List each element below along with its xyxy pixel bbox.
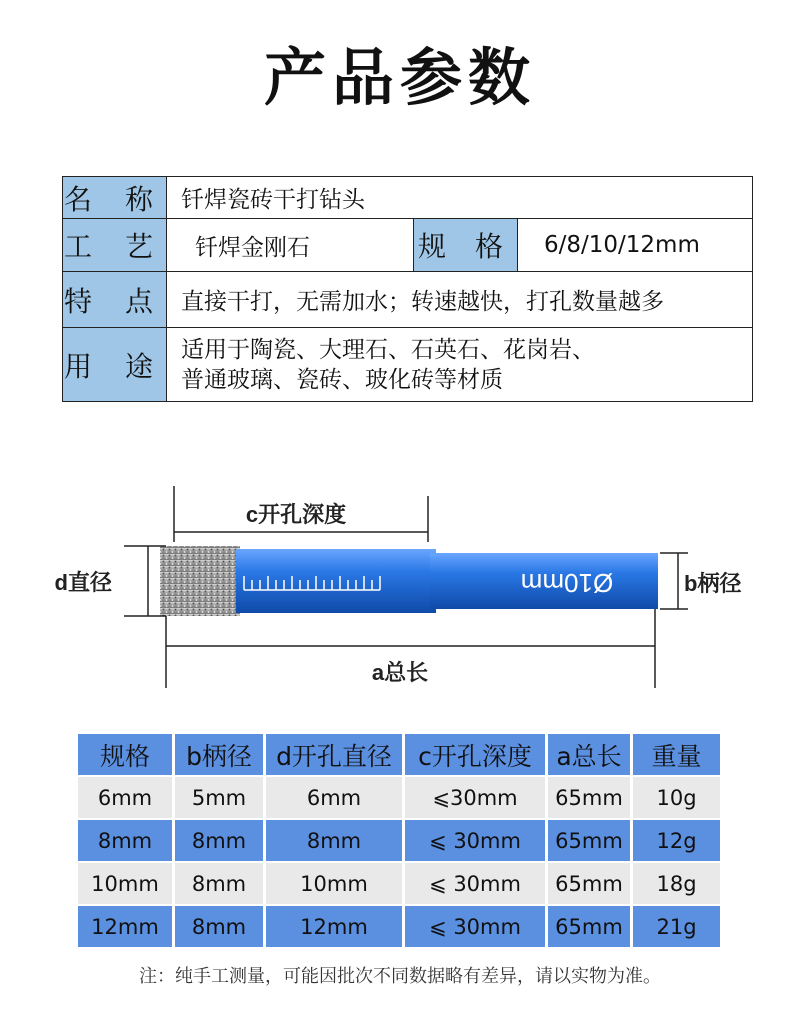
header-hole-depth: c开孔深度 xyxy=(405,734,548,775)
cell-total-length: 65mm xyxy=(548,861,633,904)
header-shank: b柄径 xyxy=(175,734,266,775)
size-value: 6/8/10/12mm xyxy=(518,219,753,272)
craft-value: 钎焊金刚石 xyxy=(167,219,414,272)
use-label: 用 途 xyxy=(63,328,167,402)
cell-spec: 10mm xyxy=(78,861,175,904)
use-line-2: 普通玻璃、瓷砖、玻化砖等材质 xyxy=(181,366,503,393)
cell-weight: 18g xyxy=(633,861,720,904)
cell-total-length: 65mm xyxy=(548,818,633,861)
disclaimer-note: 注：纯手工测量，可能因批次不同数据略有差异，请以实物为准。 xyxy=(139,966,661,987)
drill-diagram xyxy=(0,470,800,700)
a-length-label: a总长 xyxy=(371,660,429,685)
header-total-length: a总长 xyxy=(548,734,633,775)
page-title: 产品参数 xyxy=(263,41,536,114)
use-value xyxy=(167,328,753,402)
c-depth-label: c开孔深度 xyxy=(245,502,347,527)
cell-spec: 6mm xyxy=(78,775,175,818)
cell-hole-diameter: 6mm xyxy=(266,775,405,818)
cell-shank: 5mm xyxy=(175,775,266,818)
craft-label: 工 艺 xyxy=(63,219,167,272)
table-row xyxy=(78,861,720,904)
cell-hole-diameter: 12mm xyxy=(266,904,405,947)
diamond-tip xyxy=(160,546,240,616)
cell-hole-depth: ⩽ 30mm xyxy=(405,861,548,904)
cell-weight: 12g xyxy=(633,818,720,861)
size-label: 规 格 xyxy=(414,219,518,272)
table-row xyxy=(78,818,720,861)
size-table xyxy=(78,734,720,947)
feature-value: 直接干打，无需加水；转速越快，打孔数量越多 xyxy=(167,272,753,328)
cell-shank: 8mm xyxy=(175,861,266,904)
shank-marking: Ø10mm xyxy=(520,568,614,599)
use-line-1: 适用于陶瓷、大理石、石英石、花岗岩、 xyxy=(181,336,595,363)
feature-label: 特 点 xyxy=(63,272,167,328)
spec-table xyxy=(62,176,753,402)
cell-spec: 12mm xyxy=(78,904,175,947)
table-row xyxy=(78,904,720,947)
cell-shank: 8mm xyxy=(175,818,266,861)
b-shank-label: b柄径 xyxy=(684,571,742,596)
drill-body xyxy=(236,549,436,613)
cell-spec: 8mm xyxy=(78,818,175,861)
cell-weight: 10g xyxy=(633,775,720,818)
header-hole-diameter: d开孔直径 xyxy=(266,734,405,775)
table-row xyxy=(78,775,720,818)
cell-hole-diameter: 10mm xyxy=(266,861,405,904)
cell-shank: 8mm xyxy=(175,904,266,947)
name-value: 钎焊瓷砖干打钻头 xyxy=(167,177,753,219)
d-diameter-label: d直径 xyxy=(54,570,112,595)
header-weight: 重量 xyxy=(633,734,720,775)
cell-hole-depth: ⩽30mm xyxy=(405,775,548,818)
header-spec: 规格 xyxy=(78,734,175,775)
cell-total-length: 65mm xyxy=(548,904,633,947)
cell-weight: 21g xyxy=(633,904,720,947)
cell-hole-diameter: 8mm xyxy=(266,818,405,861)
cell-hole-depth: ⩽ 30mm xyxy=(405,904,548,947)
cell-hole-depth: ⩽ 30mm xyxy=(405,818,548,861)
name-label: 名 称 xyxy=(63,177,167,219)
cell-total-length: 65mm xyxy=(548,775,633,818)
